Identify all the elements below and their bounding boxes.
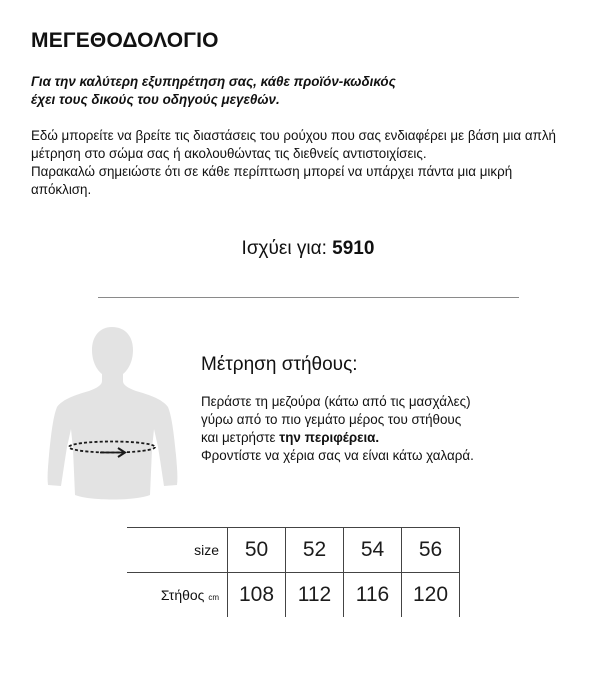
torso-figure-icon [45, 325, 180, 510]
size-cell: 50 [228, 528, 286, 573]
chest-cell: 120 [402, 573, 460, 618]
chest-measurement-title: Μέτρηση στήθους: [201, 354, 358, 375]
intro-paragraph-2: Παρακαλώ σημειώστε ότι σε κάθε περίπτωση μπορεί να υπάρχει πάντα μια μικρή απόκλιση. [31, 164, 513, 197]
chest-unit: cm [208, 593, 219, 602]
chest-cell: 108 [228, 573, 286, 618]
size-row-label: size [127, 528, 228, 573]
product-code: 5910 [332, 238, 375, 259]
size-table [127, 527, 460, 617]
intro-highlight-line2: έχει τους δικούς του οδηγούς μεγεθών. [31, 92, 280, 107]
chest-measurement-instructions [201, 393, 561, 465]
intro-highlight [31, 73, 551, 109]
valid-for-label: Ισχύει για: [241, 238, 327, 259]
size-row [127, 528, 460, 573]
size-cell: 52 [286, 528, 344, 573]
head-shape [48, 327, 178, 500]
instruction-line-3-bold: την περιφέρεια. [279, 430, 380, 445]
chest-cell: 116 [344, 573, 402, 618]
intro-description [31, 127, 566, 199]
instruction-line-1: Περάστε τη μεζούρα (κάτω από τις μασχάλες) [201, 394, 471, 409]
instruction-line-2: γύρω από το πιο γεμάτο μέρος του στήθους [201, 412, 462, 427]
chest-cell: 112 [286, 573, 344, 618]
instruction-line-4: Φροντίστε να χέρια σας να είναι κάτω χαλαρά. [201, 448, 474, 463]
instruction-line-3-prefix: και μετρήστε [201, 430, 276, 445]
intro-highlight-line1: Για την καλύτερη εξυπηρέτηση σας, κάθε προϊόν-κωδικός [31, 74, 396, 89]
size-cell: 54 [344, 528, 402, 573]
instruction-line-3 [201, 429, 561, 447]
chest-label-text: Στήθος [160, 587, 205, 603]
valid-for [0, 238, 600, 260]
chest-row-label [127, 573, 228, 618]
intro-paragraph-1: Εδώ μπορείτε να βρείτε τις διαστάσεις του ρούχου που σας ενδιαφέρει με βάση μια απλή μέτρηση στο σώμα σας ή ακολουθώντας τις διεθνείς αντιστοιχίσεις. [31, 128, 556, 161]
size-cell: 56 [402, 528, 460, 573]
page-title: ΜΕΓΕΘΟΔΟΛΟΓΙΟ [31, 29, 219, 52]
section-divider [98, 297, 519, 298]
chest-row [127, 573, 460, 618]
